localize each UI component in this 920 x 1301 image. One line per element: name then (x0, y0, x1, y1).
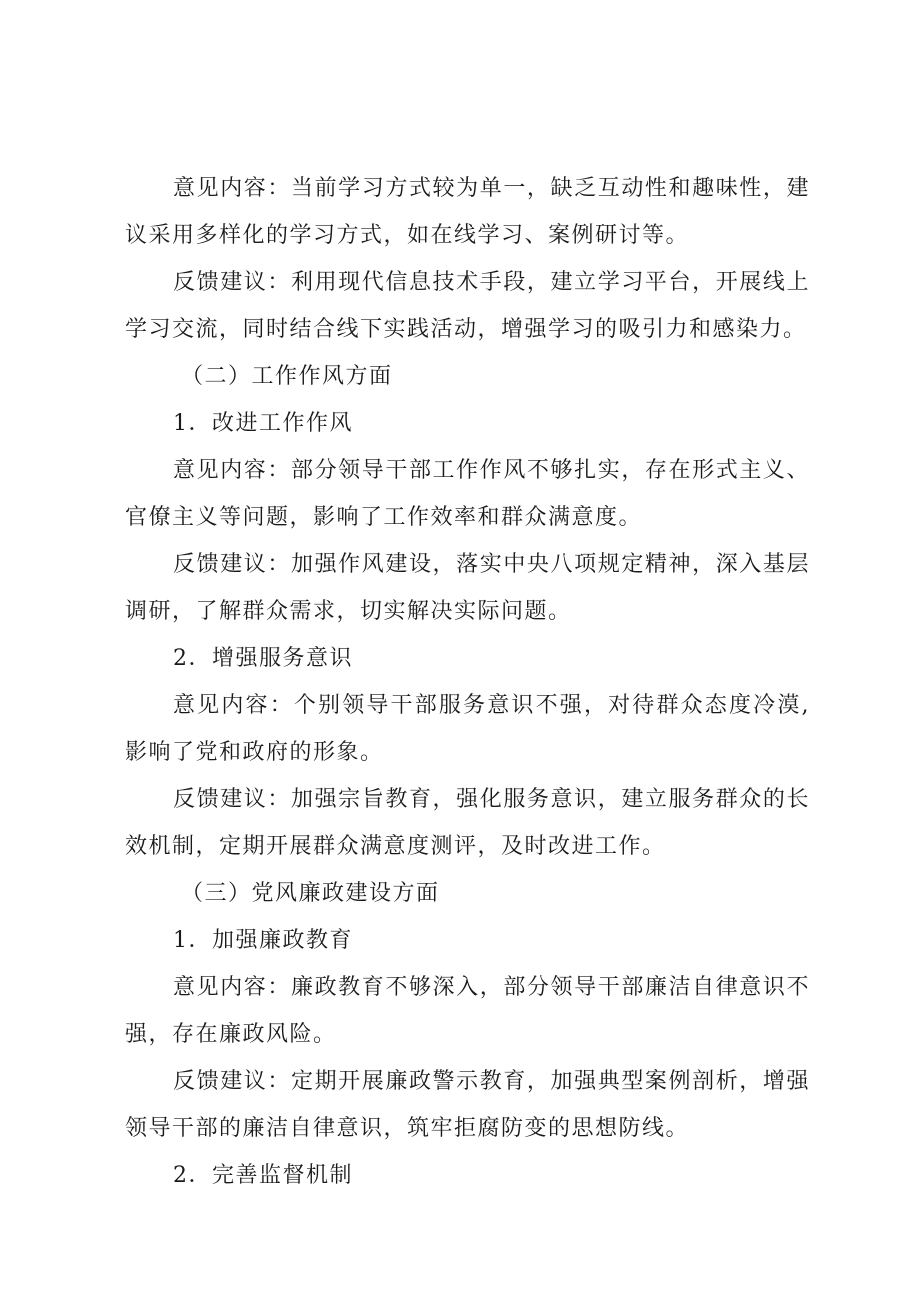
document-body (125, 165, 810, 1199)
section-heading-integrity: （三）党风廉政建设方面 (181, 881, 440, 906)
paragraph-study-opinion: 意见内容：当前学习方式较为单一，缺乏互动性和趣味性，建议采用多样化的学习方式，如在线学习、案例研讨等。 (125, 176, 810, 248)
paragraph-service-opinion: 意见内容：个别领导干部服务意识不强，对待群众态度冷漠,影响了党和政府的形象。 (125, 693, 810, 765)
item-heading-integrity-education: 1．加强廉政教育 (173, 928, 353, 953)
paragraph-service-feedback: 反馈建议：加强宗旨教育，强化服务意识，建立服务群众的长效机制，定期开展群众满意度测评，及时改进工作。 (125, 787, 810, 859)
item-heading-improve-style: 1．改进工作作风 (173, 411, 353, 436)
paragraph-study-feedback: 反馈建议：利用现代信息技术手段，建立学习平台，开展线上学习交流，同时结合线下实践活动，增强学习的吸引力和感染力。 (125, 270, 810, 342)
paragraph-integrity-feedback: 反馈建议：定期开展廉政警示教育，加强典型案例剖析，增强领导干部的廉洁自律意识，筑牢拒腐防变的思想防线。 (125, 1069, 810, 1141)
item-heading-supervision: 2．完善监督机制 (173, 1163, 353, 1188)
paragraph-style-feedback: 反馈建议：加强作风建设，落实中央八项规定精神，深入基层调研，了解群众需求，切实解决实际问题。 (125, 552, 810, 624)
item-heading-service-awareness: 2．增强服务意识 (173, 646, 353, 671)
section-heading-work-style: （二）工作作风方面 (181, 364, 393, 389)
paragraph-style-opinion: 意见内容：部分领导干部工作作风不够扎实，存在形式主义、官僚主义等问题，影响了工作效率和群众满意度。 (125, 458, 810, 530)
paragraph-integrity-opinion: 意见内容：廉政教育不够深入，部分领导干部廉洁自律意识不强，存在廉政风险。 (125, 975, 810, 1047)
